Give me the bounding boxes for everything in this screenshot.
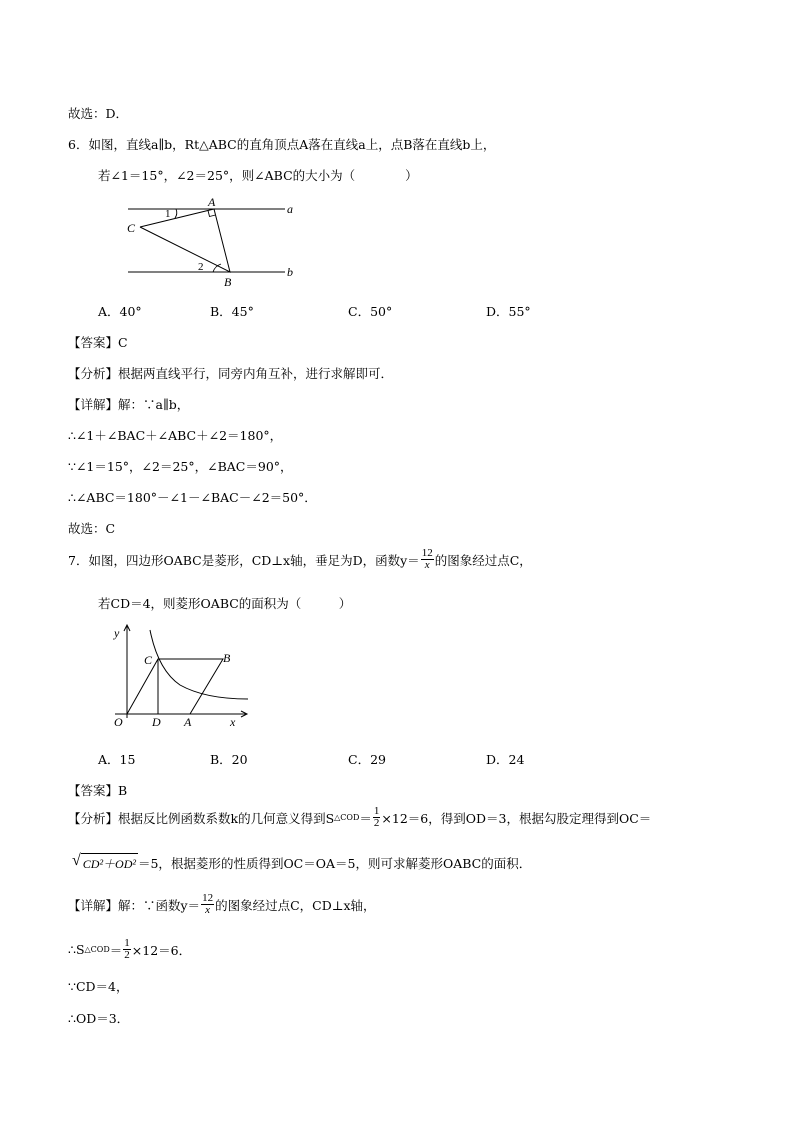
q6-option-d: D．55° [486, 304, 531, 319]
q7-stem-text-b: 的图象经过点C， [434, 552, 532, 568]
q6-step-1: ∴∠1＋∠BAC＋∠ABC＋∠2＝180°， [68, 428, 283, 443]
q7-step1-fraction-half [123, 938, 131, 961]
radical-sign-icon: √ [72, 852, 81, 869]
fraction-numerator: 1 [124, 937, 130, 949]
q7-analysis-line2 [72, 853, 531, 872]
q7-step-3: ∴OD＝3． [68, 1011, 130, 1026]
prev-answer-line: 故选：D． [68, 106, 129, 121]
q6-stem-line2: 若∠1＝15°，∠2＝25°，则∠ABC的大小为（ ） [98, 168, 418, 183]
label-D: D [152, 715, 161, 729]
q7-option-c: C．29 [348, 752, 386, 767]
fraction-numerator: 12 [202, 892, 214, 904]
label-O: O [114, 715, 123, 729]
label-C: C [127, 221, 136, 235]
q7-option-a: A．15 [98, 752, 136, 767]
q7-detail-fraction-12-over-x [201, 893, 214, 916]
label-y: y [114, 626, 120, 640]
q7-step1-text-b: ×12＝6． [131, 942, 192, 958]
q7-stem-line1 [68, 548, 532, 571]
fraction-numerator: 1 [373, 805, 380, 817]
label-x: x [230, 715, 236, 729]
q7-figure [110, 622, 260, 734]
q6-figure [120, 192, 310, 292]
angle-1-arc [175, 209, 177, 218]
fraction-denominator: x [424, 559, 430, 571]
q7-option-b: B．20 [210, 752, 248, 767]
label-b: b [287, 265, 293, 279]
label-A: A [184, 715, 192, 729]
label-angle-2: 2 [198, 261, 204, 273]
q7-fraction-12-over-x [421, 548, 434, 571]
fraction-denominator: 2 [124, 949, 130, 961]
q7-detail-text-b: 的图象经过点C，CD⊥x轴， [215, 897, 376, 913]
sqrt-expression [72, 853, 138, 872]
q7-analysis-text-b: ×12＝6，得到OD＝3，根据勾股定理得到OC＝ [381, 810, 652, 826]
label-angle-1: 1 [165, 208, 171, 220]
q6-step-2: ∵∠1＝15°，∠2＝25°，∠BAC＝90°， [68, 459, 293, 474]
q6-step-3: ∴∠ABC＝180°－∠1－∠BAC－∠2＝50°． [68, 490, 317, 505]
triangle-abc [140, 209, 230, 272]
q6-stem-line1: 6．如图，直线a∥b，Rt△ABC的直角顶点A落在直线a上，点B落在直线b上， [68, 137, 496, 152]
label-a: a [287, 202, 293, 216]
q7-step-2: ∵CD＝4， [68, 979, 129, 994]
fraction-numerator: 12 [421, 547, 433, 559]
q7-answer: 【答案】B [68, 783, 128, 798]
q7-analysis-fraction-half [373, 806, 381, 829]
label-B: B [223, 651, 231, 665]
q7-step1-text-a: ∴S [68, 942, 85, 957]
label-C: C [144, 653, 153, 667]
label-B: B [224, 275, 232, 289]
q7-step1-subscript: △COD [84, 945, 110, 954]
fraction-denominator: x [205, 904, 210, 916]
q7-analysis-subscript: △COD [334, 813, 360, 822]
rhombus-oabc [127, 659, 223, 714]
q7-stem-line2: 若CD＝4，则菱形OABC的面积为（ ） [98, 596, 352, 611]
fraction-denominator: 2 [373, 817, 380, 829]
q7-step1-eq: ＝ [109, 942, 123, 958]
q7-detail-head [68, 893, 376, 916]
q6-analysis: 【分析】根据两直线平行，同旁内角互补，进行求解即可． [68, 366, 394, 381]
q7-stem-text-a: 7．如图，四边形OABC是菱形，CD⊥x轴，垂足为D，函数y＝ [68, 552, 420, 568]
q7-analysis-text-c: ＝5，根据菱形的性质得到OC＝OA＝5，则可求解菱形OABC的面积． [137, 855, 532, 871]
q6-option-a: A．40° [98, 304, 142, 319]
q6-answer: 【答案】C [68, 335, 128, 350]
q7-detail-text-a: 【详解】解：∵函数y＝ [68, 897, 201, 913]
q7-analysis-eq: ＝ [359, 810, 372, 826]
label-A: A [208, 195, 216, 209]
q6-detail-head: 【详解】解：∵a∥b， [68, 397, 190, 412]
hyperbola-curve [150, 630, 248, 699]
q7-analysis-line1 [68, 806, 651, 829]
sqrt-radicand: CD²＋OD² [81, 853, 138, 872]
q7-analysis-text-a: 【分析】根据反比例函数系数k的几何意义得到S [68, 810, 335, 826]
q6-option-c: C．50° [348, 304, 393, 319]
q7-option-d: D．24 [486, 752, 525, 767]
q6-final: 故选：C [68, 521, 116, 536]
q7-step-1 [68, 938, 191, 961]
q6-option-b: B．45° [210, 304, 254, 319]
